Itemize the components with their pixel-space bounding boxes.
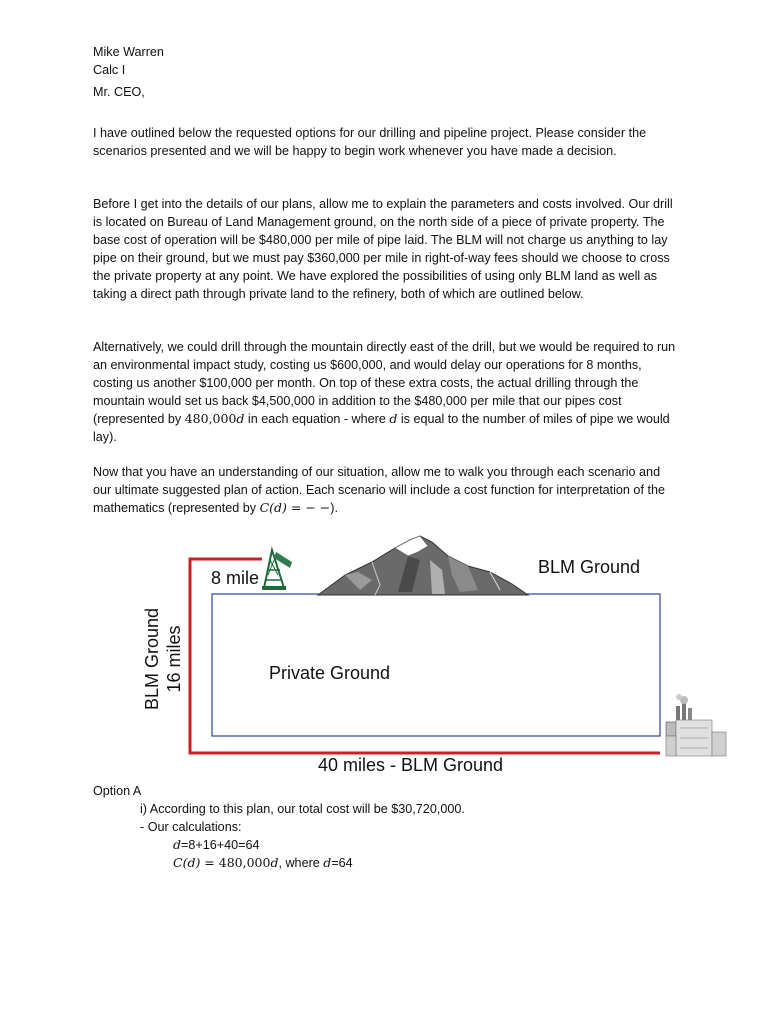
option-a-calc-cost: C(d) = 480,000d, where d=64 xyxy=(173,855,353,870)
top-left-distance-label: 8 mile xyxy=(211,568,260,588)
option-a-section xyxy=(93,782,678,872)
alternative-text: Alternatively, we could drill through the mountain directly east of the drill, but we would be required to run an environmental impact study, costing us $600,000, and would delay our operations for 8 months, costing us another $100,000 per month. On top of these extra costs, the actual drilling through the mountain would set us back $4,500,000 in addition to the $480,000 per mile that our pipes cost (represented by 480,000d in each equation - where d is equal to the number of miles of pipe we would lay). xyxy=(93,340,676,444)
option-a-calc-distance: d=8+16+40=64 xyxy=(173,837,260,852)
author-name: Mike Warren xyxy=(93,45,164,59)
salutation: Mr. CEO, xyxy=(93,85,145,99)
bottom-distance-label: 40 miles - BLM Ground xyxy=(318,755,504,775)
option-a-total: i) According to this plan, our total cost will be $30,720,000. xyxy=(140,802,465,816)
option-a-calc-heading: - Our calculations: xyxy=(140,820,242,834)
left-distance-label: 16 miles xyxy=(164,625,184,693)
private-ground-label: Private Ground xyxy=(269,663,391,683)
course-name: Calc I xyxy=(93,63,126,77)
drill-rig-icon xyxy=(262,550,292,590)
refinery-icon xyxy=(666,694,726,756)
left-blm-label: BLM Ground xyxy=(142,607,162,711)
left-label-group xyxy=(139,603,187,715)
top-right-blm-label: BLM Ground xyxy=(538,557,641,577)
walkthrough-text: Now that you have an understanding of our situation, allow me to walk you through each scenario and our ultimate suggested plan of action. Each scenario will include a cost function for interpretation of the mathematics (represented by C(d) = − −). xyxy=(93,465,665,515)
params-text: Before I get into the details of our plans, allow me to explain the parameters and costs involved. Our drill is located on Bureau of Land Management ground, on the north side of a piece of private property. The base cost of operation will be $480,000 per mile of pipe laid. The BLM will not charge us anything to lay pipe on their ground, but we must pay $360,000 per mile in right-of-way fees should we choose to cross the private property at any point. We have explored the possibilities of using only BLM land as well as taking a direct path through private land to the refinery, both of which are outlined below. xyxy=(93,197,673,301)
option-a-title: Option A xyxy=(93,784,142,798)
mountain-icon xyxy=(318,536,528,595)
intro-text: I have outlined below the requested options for our drilling and pipeline project. Please consider the scenarios presented and we will be happy to begin work whenever you have made a decision. xyxy=(93,126,647,158)
